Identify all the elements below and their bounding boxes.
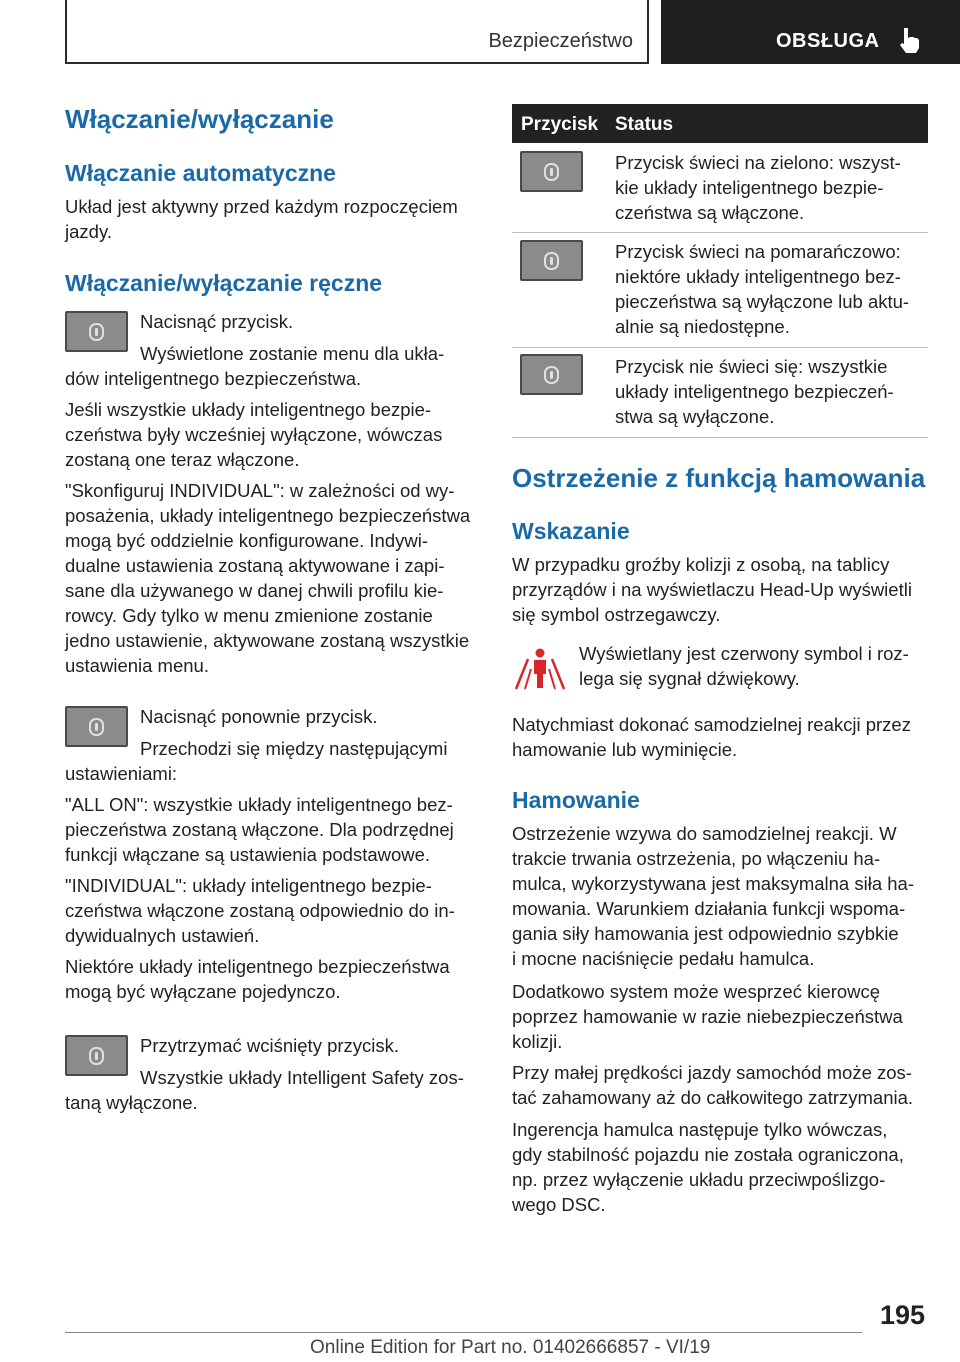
indicator-symbol-text (579, 641, 929, 691)
safety-button-icon (544, 252, 559, 270)
braking-p3 (512, 1060, 930, 1110)
para3 (65, 792, 480, 867)
text-line: posażenia, układy inteligentnego bezpieczeństwa (65, 505, 471, 526)
text-line: jazdy. (65, 221, 112, 242)
text-line: przyrządów i na wyświetlaczu Head-Up wyświetli (512, 579, 912, 600)
text-line: "Skonfiguruj INDIVIDUAL": w zależności od wy- (65, 480, 455, 501)
safety-button-icon (544, 366, 559, 384)
safety-button-image (520, 354, 583, 395)
text-line: Przycisk nie świeci się: wszystkie (615, 356, 888, 377)
pedestrian-warning-icon (512, 645, 568, 691)
text-line: Układ jest aktywny przed każdym rozpoczęciem (65, 196, 458, 217)
text-line: ustawieniami: (65, 763, 178, 784)
step1: Nacisnąć przycisk. (140, 311, 294, 332)
text-line: gdy stabilność pojazdu nie została ograniczona, (512, 1144, 904, 1165)
text-line: Przycisk świeci na pomarańczowo: (615, 241, 901, 262)
table-row (615, 150, 930, 225)
text-line: Niektóre układy inteligentnego bezpieczeństwa (65, 956, 450, 977)
text-line: dualne ustawienia zostaną aktywowane i zapi- (65, 555, 445, 576)
text-line: Wszystkie układy Intelligent Safety zos- (140, 1067, 464, 1088)
text-line: funkcji włączane są ustawienia podstawowe. (65, 844, 431, 865)
hand-pointer-icon (895, 24, 925, 54)
step3-desc (65, 1065, 480, 1115)
table-row (615, 239, 930, 339)
text-line: np. przez wyłączenie układu przeciwpoślizgo- (512, 1169, 886, 1190)
table-col-status: Status (615, 114, 674, 135)
safety-button-image (520, 151, 583, 192)
braking-p1 (512, 821, 930, 971)
text-line: się symbol ostrzegawczy. (512, 604, 721, 625)
text-line: Ostrzeżenie wzywa do samodzielnej reakcji. W (512, 823, 897, 844)
safety-button-icon (89, 718, 104, 736)
text-line: Natychmiast dokonać samodzielnej reakcji przez (512, 714, 911, 735)
indicator-heading: Wskazanie (512, 518, 630, 544)
text-line: wego DSC. (512, 1194, 606, 1215)
text-line: alnie są niedostępne. (615, 316, 790, 337)
header-section-box (65, 0, 649, 64)
text-line: taną wyłączone. (65, 1092, 198, 1113)
para5 (65, 954, 480, 1004)
text-line: pieczeństwa są wyłączone lub aktu- (615, 291, 910, 312)
para2 (65, 478, 480, 678)
table-row (615, 354, 930, 429)
para4 (65, 873, 480, 948)
text-line: stwa są wyłączone. (615, 406, 775, 427)
main-title: Włączanie/wyłączanie (65, 104, 334, 134)
table-col-button: Przycisk (521, 114, 599, 135)
safety-button-image (520, 240, 583, 281)
text-line: Ingerencja hamulca następuje tylko wówczas, (512, 1119, 888, 1140)
text-line: i mocne naciśnięcie pedału hamulca. (512, 948, 815, 969)
header-section-title: Bezpieczeństwo (488, 30, 633, 52)
text-line: "INDIVIDUAL": układy inteligentnego bezpie- (65, 875, 432, 896)
text-line: W przypadku groźby kolizji z osobą, na tablicy (512, 554, 890, 575)
text-line: mogą być wyłączane pojedynczo. (65, 981, 341, 1002)
text-line: hamowanie lub wyminięcie. (512, 739, 738, 760)
step1-desc (65, 341, 480, 391)
text-line: ustawienia menu. (65, 655, 209, 676)
brake-warning-title: Ostrzeżenie z funkcją hamowania (512, 463, 926, 493)
text-line: dywidualnych ustawień. (65, 925, 260, 946)
auto-heading: Włączanie automatyczne (65, 160, 336, 186)
text-line: kie układy inteligentnego bezpie- (615, 177, 884, 198)
para1 (65, 397, 480, 472)
text-line: Jeśli wszystkie układy inteligentnego bezpie- (65, 399, 432, 420)
text-line: pieczeństwa zostaną włączone. Dla podrzędnej (65, 819, 454, 840)
footer-edition: Online Edition for Part no. 01402666857 - VI/19 (310, 1337, 711, 1358)
text-line: poprzez hamowanie w razie niebezpieczeństwa (512, 1006, 903, 1027)
table-divider (512, 347, 928, 348)
safety-button-icon (89, 1047, 104, 1065)
footer-divider (65, 1332, 862, 1333)
text-line: mogą być oddzielnie konfigurowane. Indywi- (65, 530, 429, 551)
text-line: Dodatkowo system może wesprzeć kierowcę (512, 981, 881, 1002)
auto-text (65, 194, 480, 244)
step3: Przytrzymać wciśnięty przycisk. (140, 1035, 400, 1056)
text-line: Wyświetlone zostanie menu dla ukła- (140, 343, 445, 364)
table-divider (512, 437, 928, 438)
text-line: rowcy. Gdy tylko w menu zmienione zostanie (65, 605, 433, 626)
text-line: sane dla używanego w danej chwili profilu kie- (65, 580, 444, 601)
text-line: trakcie trwania ostrzeżenia, po włączeniu ha- (512, 848, 881, 869)
text-line: gania siły hamowania jest odpowiednio szybkie (512, 923, 899, 944)
text-line: czeństwa są włączone. (615, 202, 805, 223)
safety-button-icon (89, 323, 104, 341)
text-line: czeństwa były wcześniej wyłączone, wówczas (65, 424, 443, 445)
text-line: Wyświetlany jest czerwony symbol i roz- (579, 643, 909, 664)
table-header (512, 104, 928, 143)
indicator-text2 (512, 712, 930, 762)
text-line: Przy małej prędkości jazdy samochód może zos- (512, 1062, 912, 1083)
indicator-text (512, 552, 930, 627)
text-line: Przycisk świeci na zielono: wszyst- (615, 152, 901, 173)
text-line: mulca, wykorzystywana jest maksymalna siła ha- (512, 873, 914, 894)
text-line: niektóre układy inteligentnego bez- (615, 266, 901, 287)
step2: Nacisnąć ponownie przycisk. (140, 706, 378, 727)
text-line: lega się sygnał dźwiękowy. (579, 668, 800, 689)
text-line: mowania. Warunkiem działania funkcji wspoma- (512, 898, 906, 919)
table-divider (512, 232, 928, 233)
text-line: dów inteligentnego bezpieczeństwa. (65, 368, 362, 389)
manual-heading: Włączanie/wyłączanie ręczne (65, 270, 383, 296)
text-line: układy inteligentnego bezpieczeń- (615, 381, 894, 402)
text-line: jedno ustawienie, aktywowane zostaną wszystkie (65, 630, 470, 651)
safety-button-icon (544, 163, 559, 181)
braking-p4 (512, 1117, 930, 1217)
page-number: 195 (880, 1300, 926, 1330)
text-line: czeństwa włączone zostaną odpowiednio do in- (65, 900, 455, 921)
text-line: zostaną one teraz włączone. (65, 449, 300, 470)
step2-desc (65, 736, 480, 786)
braking-p2 (512, 979, 930, 1054)
braking-heading: Hamowanie (512, 787, 640, 813)
text-line: Przechodzi się między następującymi (140, 738, 448, 759)
text-line: kolizji. (512, 1031, 563, 1052)
text-line: "ALL ON": wszystkie układy inteligentnego bez- (65, 794, 453, 815)
header-chapter-box (661, 0, 960, 64)
text-line: tać zahamowany aż do całkowitego zatrzymania. (512, 1087, 914, 1108)
header-chapter-title: OBSŁUGA (776, 30, 880, 52)
